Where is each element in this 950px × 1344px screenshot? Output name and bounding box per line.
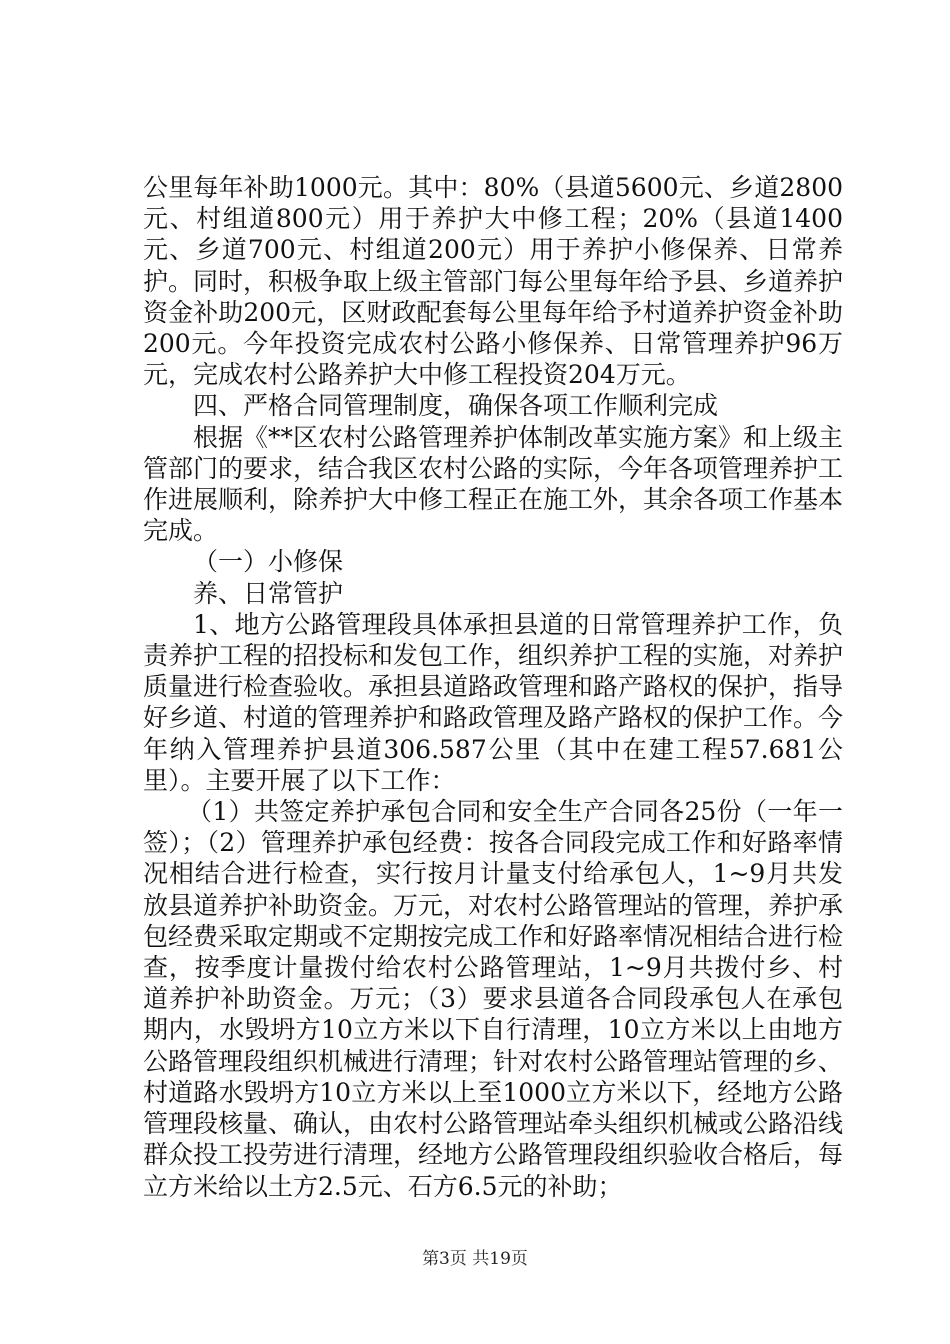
- paragraph-subsidy: 公里每年补助1000元。其中：80%（县道5600元、乡道2800元、村组道800元）用于养护大中修工程；20%（县道1400元、乡道700元、村组道200元）用于养护小修保养、日常养护。同时，积极争取上级主管部门每公里每年给予县、乡道养护资金补助200元，区财政配套每公里每年给予村道养护资金补助200元。今年投资完成农村公路小修保养、日常管理养护96万元，完成农村公路养护大中修工程投资204万元。: [143, 173, 844, 390]
- subheading-minor-repair: （一）小修保: [193, 547, 344, 577]
- section-heading-four: 四、严格合同管理制度，确保各项工作顺利完成: [193, 391, 719, 421]
- subheading-daily-care: 养、日常管护: [193, 578, 344, 608]
- paragraph-basis: 根据《**区农村公路管理养护体制改革实施方案》和上级主管部门的要求，结合我区农村公路的实际，今年各项管理养护工作进展顺利，除养护大中修工程正在施工外，其余各项工作基本完成。: [143, 422, 844, 546]
- paragraph-contracts: （1）共签定养护承包合同和安全生产合同各25份（一年一签）；（2）管理养护承包经费：按各合同段完成工作和好路率情况相结合进行检查，实行按月计量支付给承包人，1~9月共发放县道养护补助资金。万元，对农村公路管理站的管理，养护承包经费采取定期或不定期按完成工作和好路率情况相结合进行检查，按季度计量拨付给农村公路管理站，1~9月共拨付乡、村道养护补助资金。万元；（3）要求县道各合同段承包人在承包期内，水毁坍方10立方米以下自行清理，10立方米以上由地方公路管理段组织机械进行清理；针对农村公路管理站管理的乡、村道路水毁坍方10立方米以上至1000立方米以下，经地方公路管理段核量、确认，由农村公路管理站牵头组织机械或公路沿线群众投工投劳进行清理，经地方公路管理段组织验收合格后，每立方米给以土方2.5元、石方6.5元的补助；: [143, 797, 844, 1201]
- page-number-footer: 第3页 共19页: [422, 1249, 528, 1269]
- paragraph-local-road-section: 1、地方公路管理段具体承担县道的日常管理养护工作，负责养护工程的招投标和发包工作，组织养护工程的实施，对养护质量进行检查验收。承担县道路政管理和路产路权的保护，指导好乡道、村道的管理养护和路政管理及路产路权的保护工作。今年纳入管理养护县道306.587公里（其中在建工程57.681公里）。主要开展了以下工作：: [143, 609, 844, 795]
- document-body: [143, 172, 843, 1202]
